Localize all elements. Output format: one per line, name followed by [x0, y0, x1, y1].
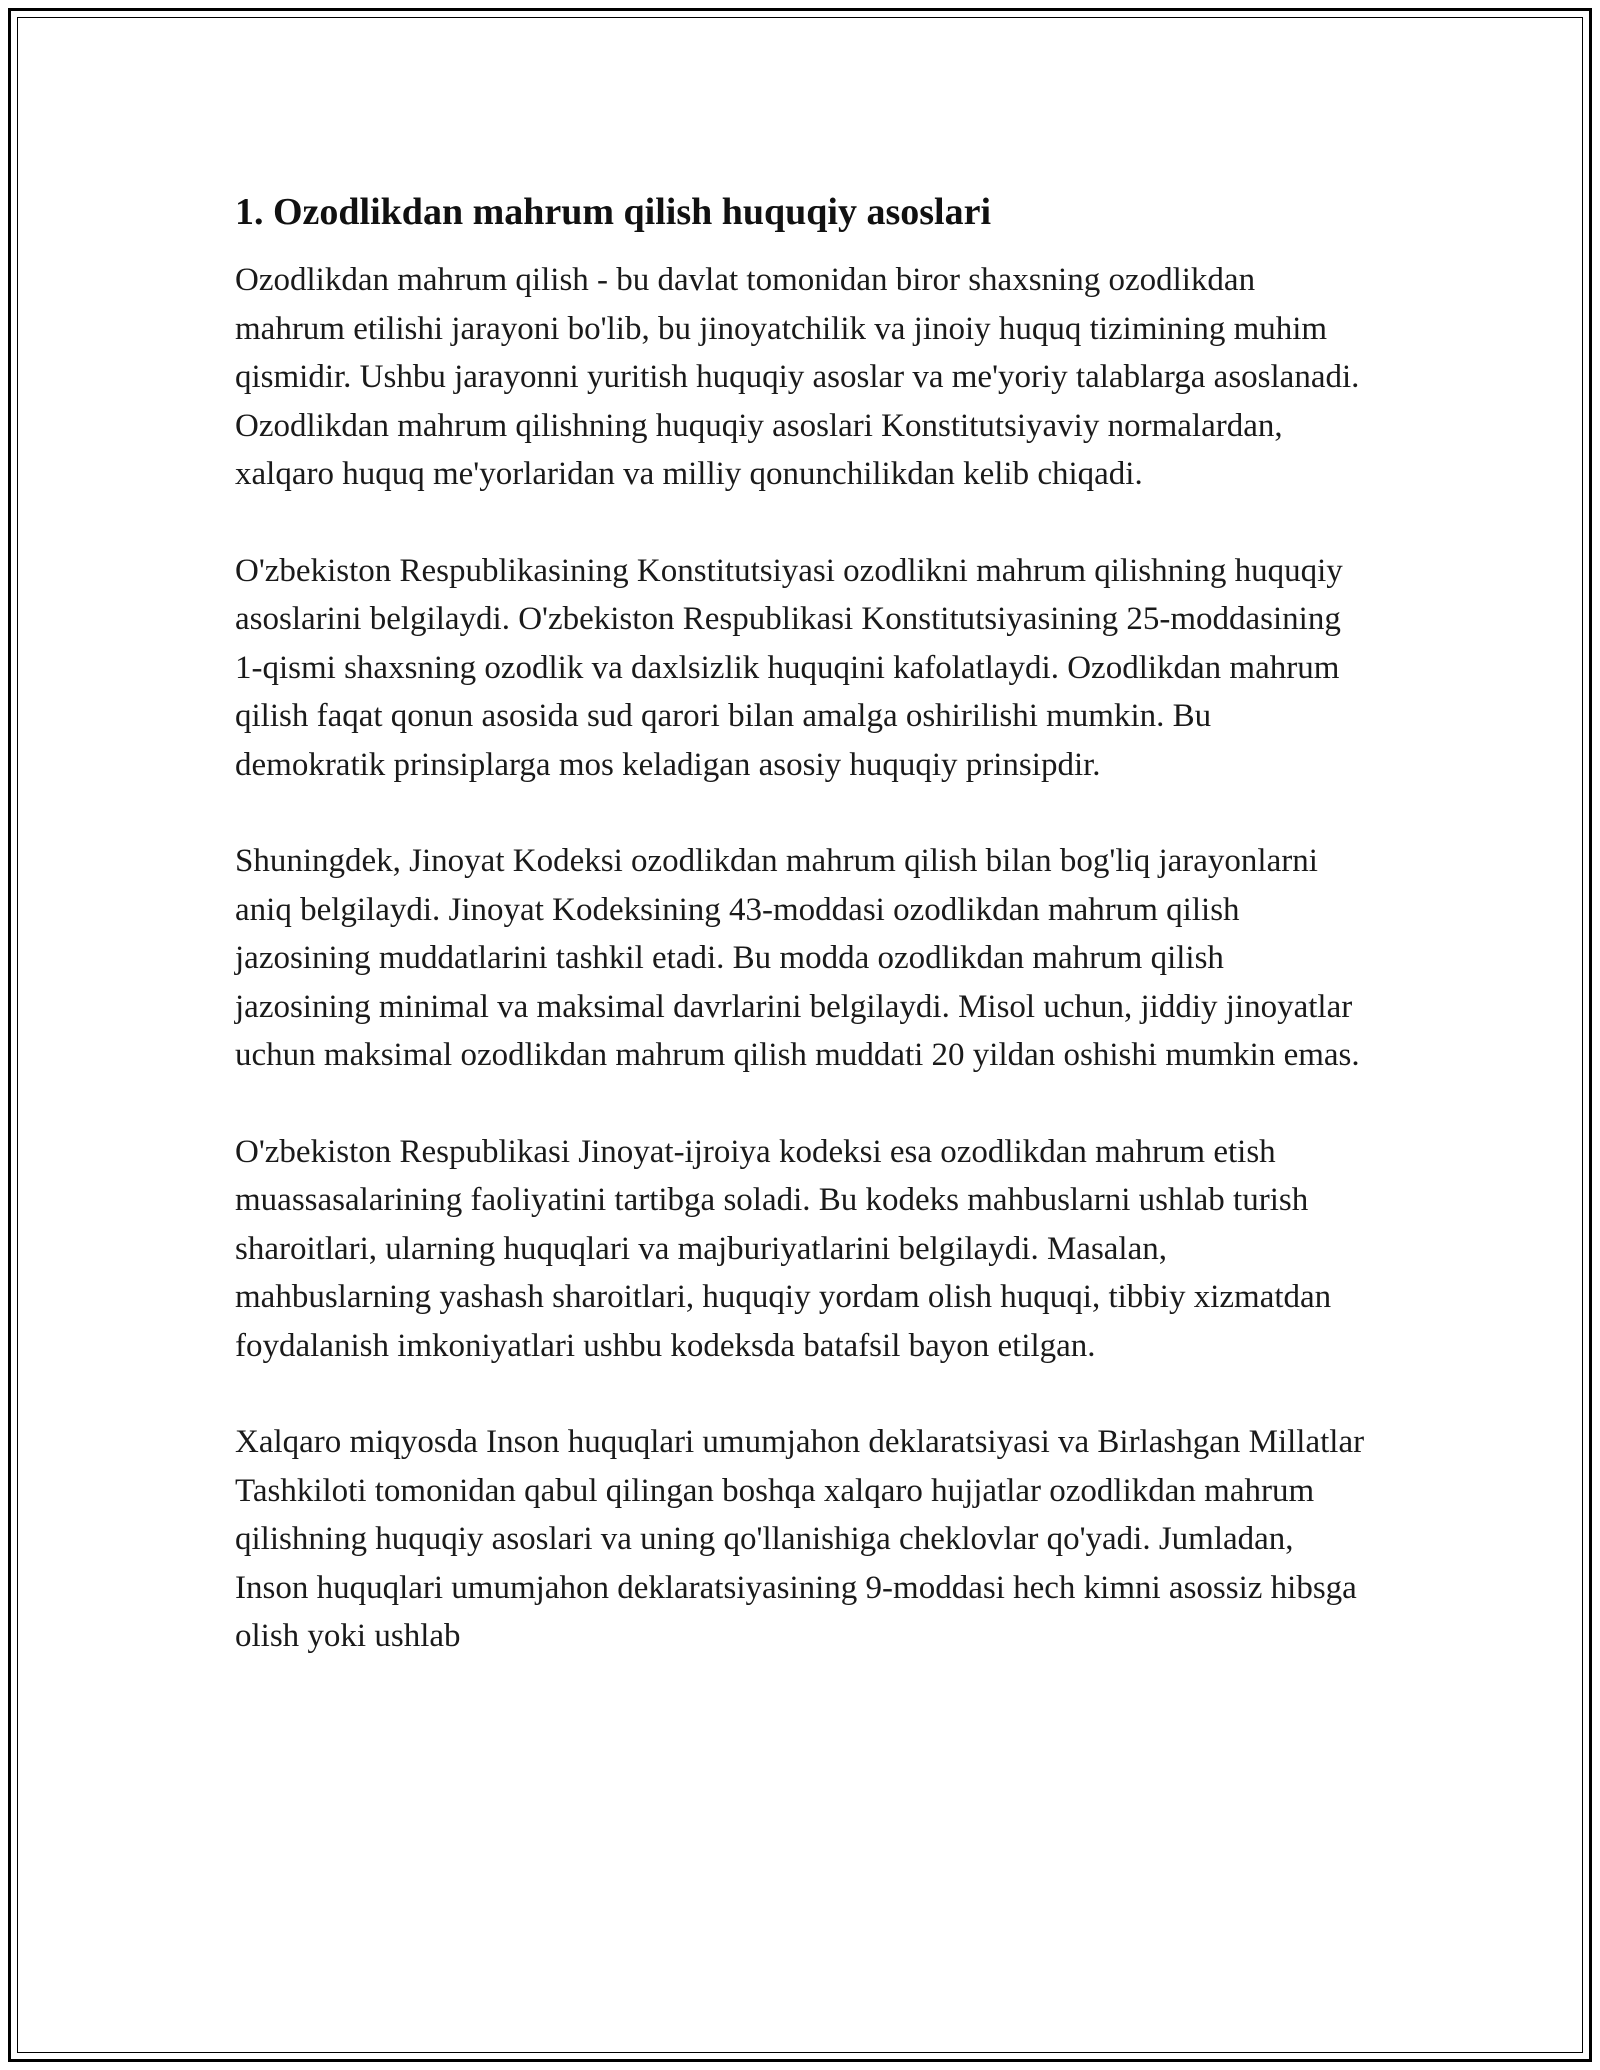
paragraph-5: Xalqaro miqyosda Inson huquqlari umumjahon deklaratsiyasi va Birlashgan Millatlar Tashkiloti tomonidan qabul qilingan boshqa xalqaro hujjatlar ozodlikdan mahrum qilishning huquqiy asoslari va uning qo'llanishiga cheklovlar qo'yadi. Jumladan, Inson huquqlari umumjahon deklaratsiyasining 9-moddasi hech kimni asossiz hibsga olish yoki ushlab [235, 1424, 1365, 1654]
document-body [235, 188, 1365, 1709]
paragraph-1: Ozodlikdan mahrum qilish - bu davlat tomonidan biror shaxsning ozodlikdan mahrum etilishi jarayoni bo'lib, bu jinoyatchilik va jinoiy huquq tizimining muhim qismidir. Ushbu jarayonni yuritish huquqiy asoslar va me'yoriy talablarga asoslanadi. Ozodlikdan mahrum qilishning huquqiy asoslari Konstitutsiyaviy normalardan, xalqaro huquq me'yorlaridan va milliy qonunchilikdan kelib chiqadi. [235, 262, 1360, 492]
section-heading: 1. Ozodlikdan mahrum qilish huquqiy asoslari [235, 191, 992, 233]
paragraph-2: O'zbekiston Respublikasining Konstitutsiyasi ozodlikni mahrum qilishning huquqiy asoslarini belgilaydi. O'zbekiston Respublikasi Konstitutsiyasining 25-moddasining 1-qismi shaxsning ozodlik va daxlsizlik huquqini kafolatlaydi. Ozodlikdan mahrum qilish faqat qonun asosida sud qarori bilan amalga oshirilishi mumkin. Bu demokratik prinsiplarga mos keladigan asosiy huquqiy prinsipdir. [235, 552, 1343, 783]
paragraph-3: Shuningdek, Jinoyat Kodeksi ozodlikdan mahrum qilish bilan bog'liq jarayonlarni aniq belgilaydi. Jinoyat Kodeksining 43-moddasi ozodlikdan mahrum qilish jazosining muddatlarini tashkil etadi. Bu modda ozodlikdan mahrum qilish jazosining minimal va maksimal davrlarini belgilaydi. Misol uchun, jiddiy jinoyatlar uchun maksimal ozodlikdan mahrum qilish muddati 20 yildan oshishi mumkin emas. [235, 843, 1360, 1073]
paragraph-4: O'zbekiston Respublikasi Jinoyat-ijroiya kodeksi esa ozodlikdan mahrum etish muassasalarining faoliyatini tartibga soladi. Bu kodeks mahbuslarni ushlab turish sharoitlari, ularning huquqlari va majburiyatlarini belgilaydi. Masalan, mahbuslarning yashash sharoitlari, huquqiy yordam olish huquqi, tibbiy xizmatdan foydalanish imkoniyatlari ushbu kodeksda batafsil bayon etilgan. [235, 1133, 1332, 1364]
